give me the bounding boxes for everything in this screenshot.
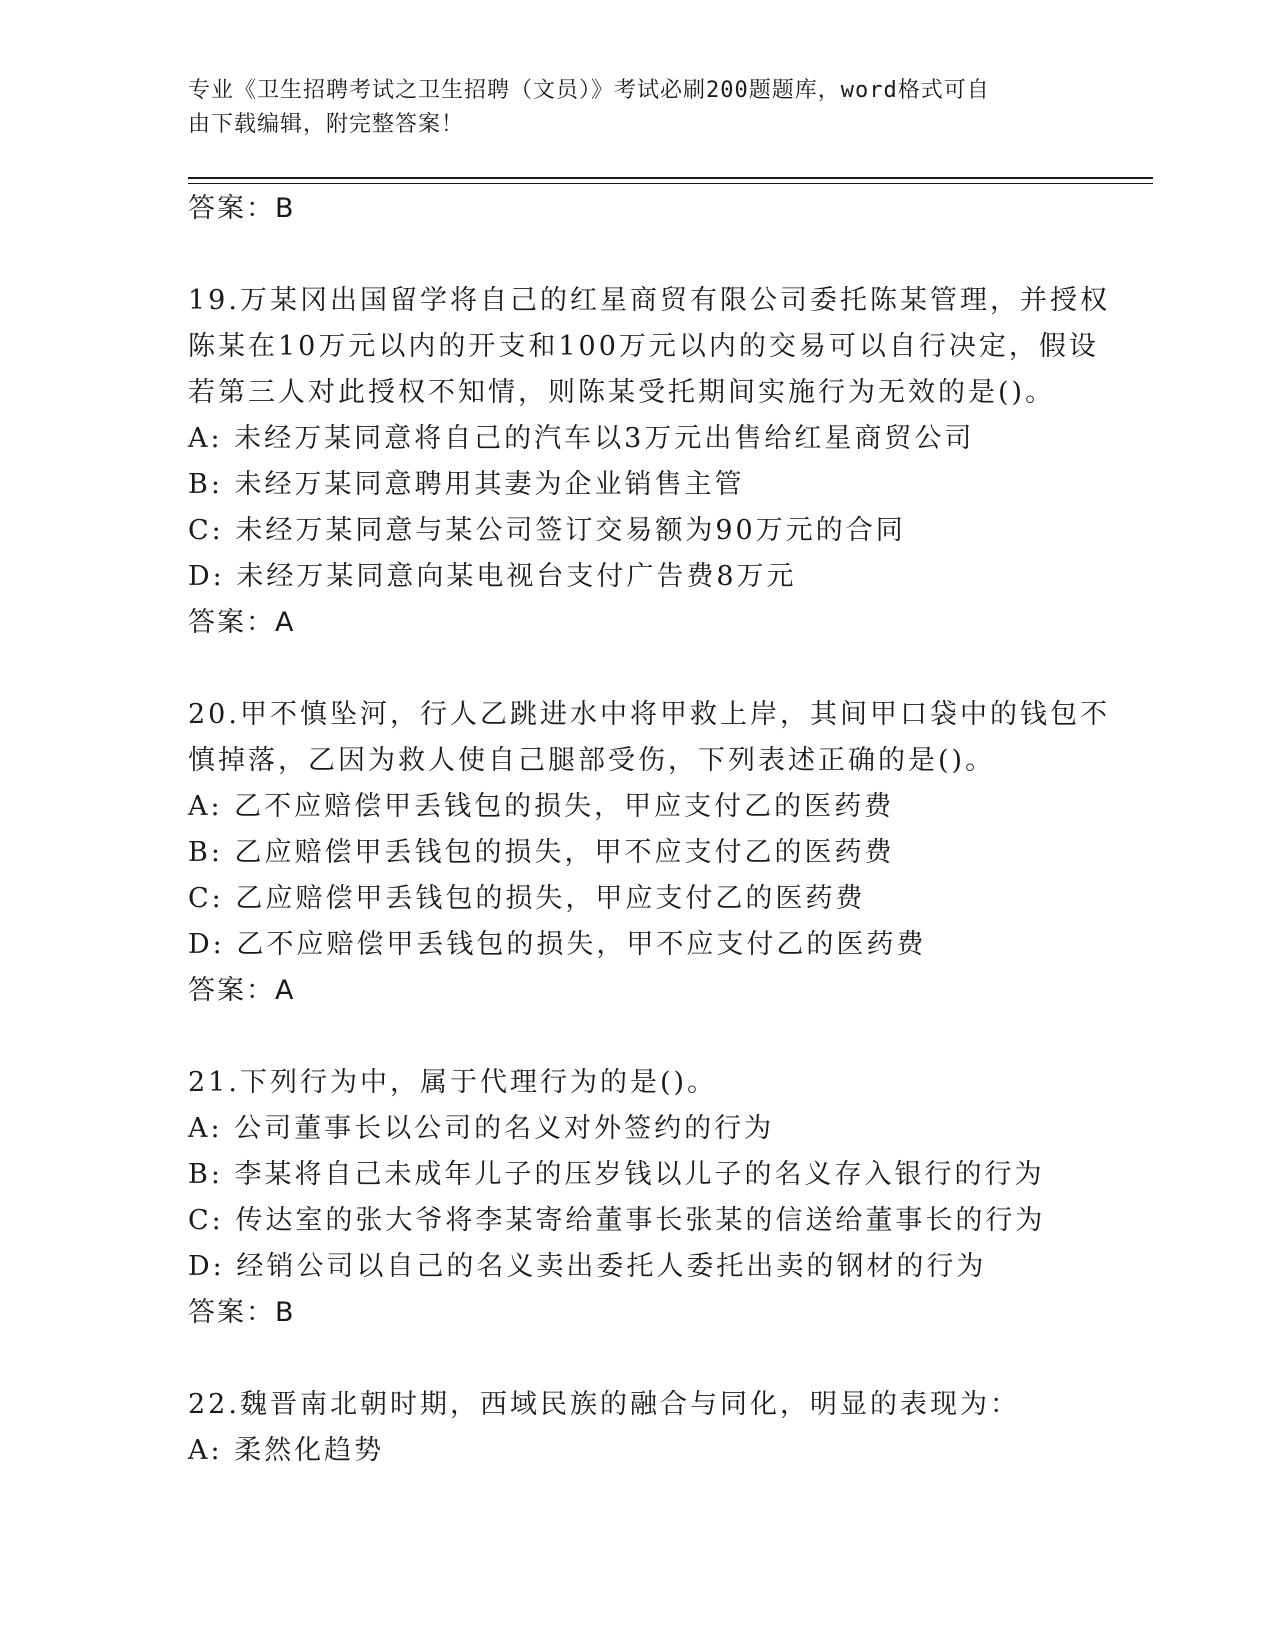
option-d: D: 乙不应赔偿甲丢钱包的损失，甲不应支付乙的医药费 [188, 929, 927, 960]
previous-answer: 答案：B [188, 193, 296, 224]
question-stem-line: 19.万某冈出国留学将自己的红星商贸有限公司委托陈某管理，并授权 [188, 285, 1110, 316]
option-c: C: 乙应赔偿甲丢钱包的损失，甲应支付乙的医药费 [188, 883, 866, 914]
option-d: D: 未经万某同意向某电视台支付广告费8万元 [188, 561, 797, 592]
question-stem-line: 20.甲不慎坠河，行人乙跳进水中将甲救上岸，其间甲口袋中的钱包不 [188, 699, 1110, 730]
answer-line: 答案：B [188, 1297, 296, 1328]
option-c: C: 未经万某同意与某公司签订交易额为90万元的合同 [188, 515, 906, 546]
header-rule-thick [188, 177, 1153, 179]
question-block [188, 1060, 1068, 1336]
spacer [188, 1014, 1068, 1060]
question-block [188, 1382, 1068, 1474]
option-c: C: 传达室的张大爷将李某寄给董事长张某的信送给董事长的行为 [188, 1205, 1046, 1236]
spacer [188, 232, 1068, 278]
option-a: A: 未经万某同意将自己的汽车以3万元出售给红星商贸公司 [188, 423, 975, 454]
document-header [188, 74, 1068, 142]
header-line-1: 专业《卫生招聘考试之卫生招聘（文员）》考试必刷200题题库，word格式可自 [188, 78, 990, 103]
question-list [188, 186, 1110, 1474]
question-stem-line: 若第三人对此授权不知情，则陈某受托期间实施行为无效的是()。 [188, 377, 1056, 408]
spacer [188, 1336, 1068, 1382]
answer-line: 答案：A [188, 607, 296, 638]
question-stem-line: 陈某在10万元以内的开支和100万元以内的交易可以自行决定，假设 [188, 331, 1099, 362]
question-stem-line: 21.下列行为中，属于代理行为的是()。 [188, 1067, 718, 1098]
question-block [188, 692, 1110, 1014]
option-a: A: 公司董事长以公司的名义对外签约的行为 [188, 1113, 775, 1144]
option-b: B: 乙应赔偿甲丢钱包的损失，甲不应支付乙的医药费 [188, 837, 895, 868]
answer-line: 答案：A [188, 975, 296, 1006]
question-stem-line: 慎掉落，乙因为救人使自己腿部受伤，下列表述正确的是()。 [188, 745, 996, 776]
question-block [188, 278, 1110, 646]
header-line-2: 由下载编辑，附完整答案！ [188, 112, 465, 137]
header-rule-thin [188, 183, 1153, 184]
question-stem-line: 22.魏晋南北朝时期，西域民族的融合与同化，明显的表现为： [188, 1389, 1020, 1420]
spacer [188, 646, 1068, 692]
option-d: D: 经销公司以自己的名义卖出委托人委托出卖的钢材的行为 [188, 1251, 987, 1282]
option-a: A: 乙不应赔偿甲丢钱包的损失，甲应支付乙的医药费 [188, 791, 895, 822]
option-a: A: 柔然化趋势 [188, 1435, 385, 1466]
option-b: B: 未经万某同意聘用其妻为企业销售主管 [188, 469, 745, 500]
option-b: B: 李某将自己未成年儿子的压岁钱以儿子的名义存入银行的行为 [188, 1159, 1045, 1190]
